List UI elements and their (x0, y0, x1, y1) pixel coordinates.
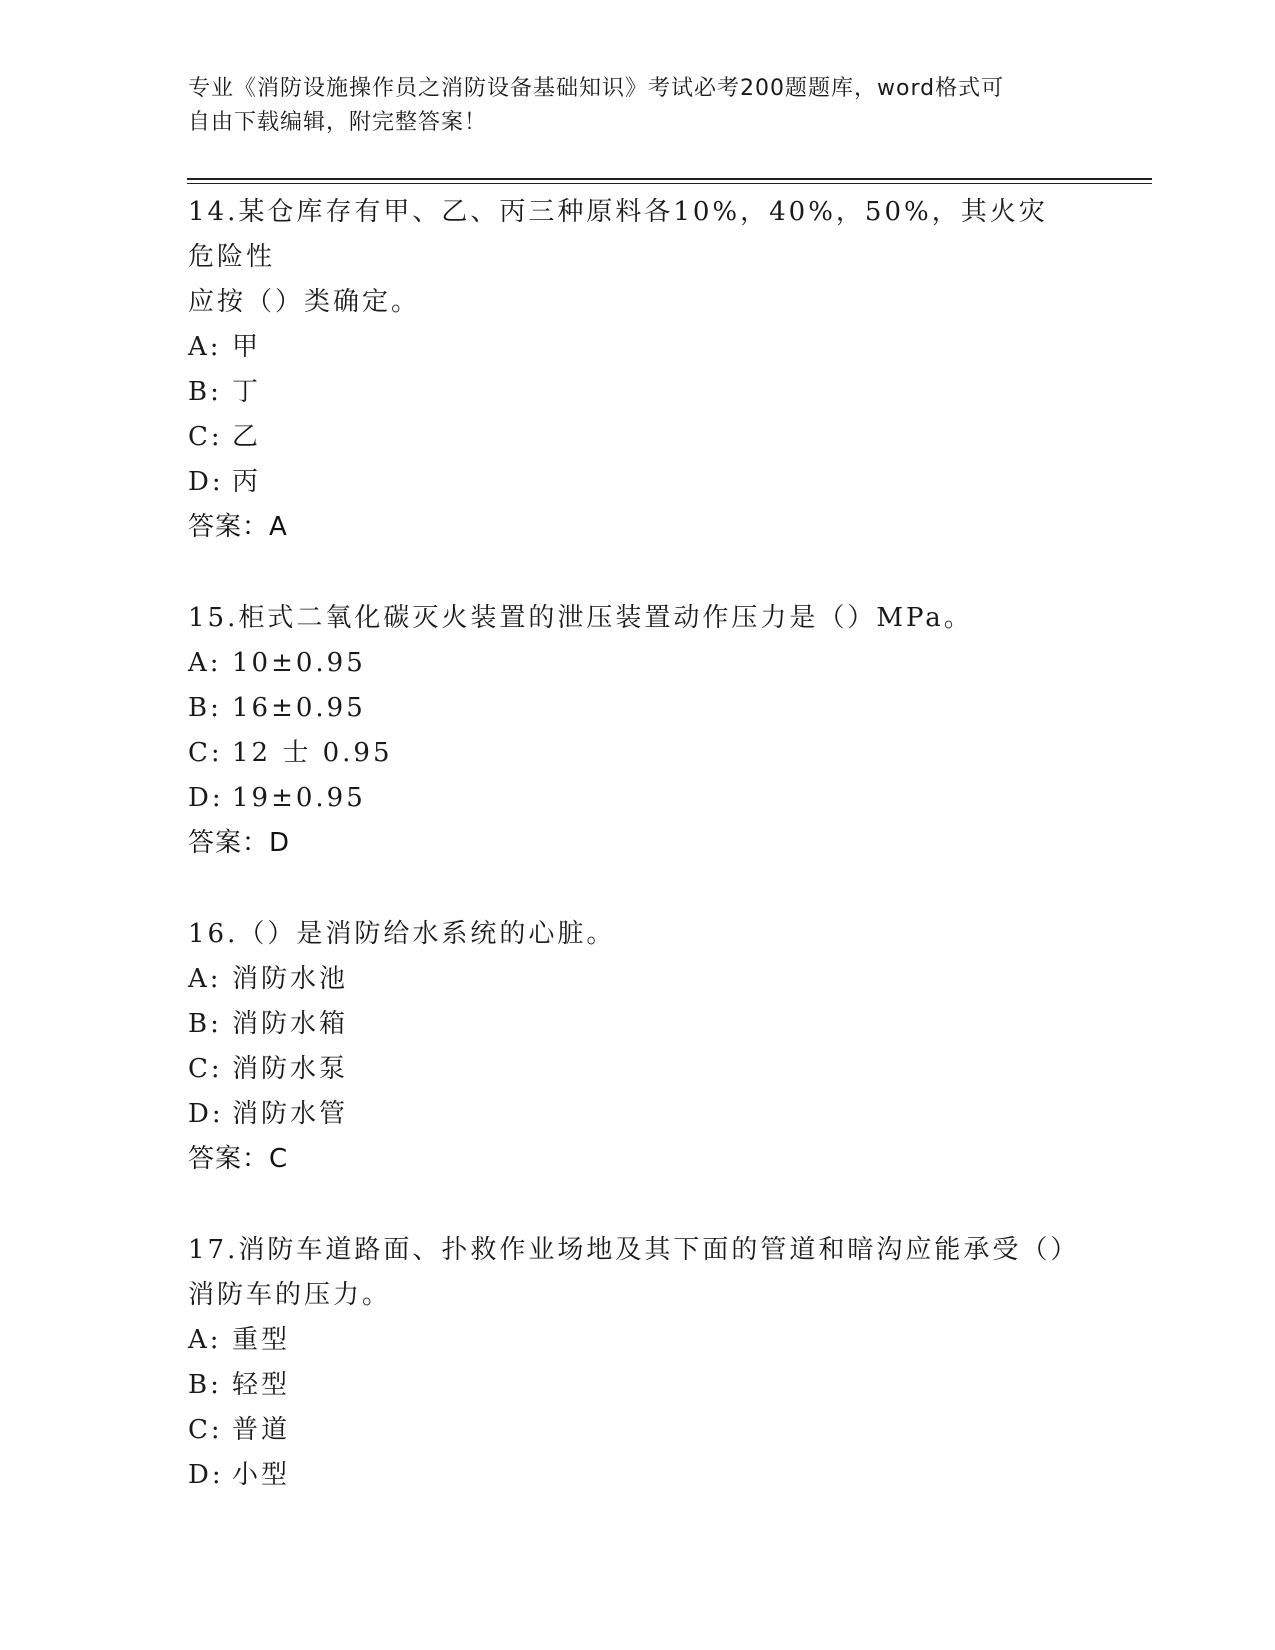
option-b (188, 1363, 1068, 1408)
option-c (188, 731, 1068, 776)
option-d (188, 1092, 1068, 1137)
option-text: 消防水泵 (232, 1054, 349, 1084)
option-text: 乙 (232, 422, 262, 452)
header-divider-thick (187, 178, 1152, 180)
option-a (188, 957, 1068, 1002)
option-text: 重型 (232, 1325, 291, 1355)
option-key: A: (188, 648, 222, 678)
option-text: 普道 (232, 1415, 291, 1445)
option-key: C: (188, 1054, 223, 1084)
option-text: 丁 (232, 377, 262, 407)
document-header (188, 72, 1068, 140)
option-b (188, 370, 1068, 415)
option-key: B: (188, 377, 222, 407)
question-16 (188, 912, 1068, 1182)
option-text: 消防水管 (232, 1099, 349, 1129)
question-stem-line-1: 14.某仓库存有甲、乙、丙三种原料各10%，40%，50%，其火灾危险性 (188, 197, 1048, 272)
question-stem-line-1: 16.（）是消防给水系统的心脏。 (188, 919, 616, 949)
option-b (188, 686, 1068, 731)
option-key: C: (188, 1415, 223, 1445)
header-line-1: 专业《消防设施操作员之消防设备基础知识》考试必考200题题库，word格式可 (188, 76, 1005, 101)
option-c (188, 415, 1068, 460)
question-14 (188, 190, 1068, 550)
answer-label: 答案：D (188, 828, 291, 858)
option-text: 消防水池 (232, 964, 349, 994)
option-text: 小型 (232, 1460, 291, 1490)
option-key: D: (188, 1460, 224, 1490)
option-key: A: (188, 964, 222, 994)
option-d (188, 776, 1068, 821)
option-text: 轻型 (232, 1370, 291, 1400)
option-text: 甲 (232, 332, 262, 362)
option-d (188, 1453, 1068, 1498)
option-key: D: (188, 783, 224, 813)
option-text: 16±0.95 (232, 693, 366, 723)
option-key: C: (188, 738, 223, 768)
option-a (188, 325, 1068, 370)
option-text: 12 士 0.95 (232, 738, 393, 768)
option-text: 19±0.95 (232, 783, 366, 813)
question-list (188, 190, 1080, 1544)
option-key: A: (188, 1325, 222, 1355)
question-15 (188, 596, 1068, 866)
question-stem-line-1: 17.消防车道路面、扑救作业场地及其下面的管道和暗沟应能承受（） (188, 1235, 1080, 1265)
option-key: D: (188, 467, 224, 497)
option-key: B: (188, 1009, 222, 1039)
option-text: 消防水箱 (232, 1009, 349, 1039)
option-b (188, 1002, 1068, 1047)
header-divider-thin (187, 183, 1152, 184)
option-key: A: (188, 332, 222, 362)
option-a (188, 1318, 1068, 1363)
option-c (188, 1047, 1068, 1092)
option-a (188, 641, 1068, 686)
question-stem-line-2: 应按（）类确定。 (188, 287, 421, 317)
option-c (188, 1408, 1068, 1453)
answer-label: 答案：A (188, 512, 288, 542)
question-17 (188, 1228, 1080, 1498)
option-key: B: (188, 1370, 222, 1400)
question-stem-line-2: 消防车的压力。 (188, 1280, 392, 1310)
option-key: D: (188, 1099, 224, 1129)
option-key: C: (188, 422, 223, 452)
question-stem-line-1: 15.柜式二氧化碳灭火装置的泄压装置动作压力是（）MPa。 (188, 603, 973, 633)
option-key: B: (188, 693, 222, 723)
option-d (188, 460, 1068, 505)
answer-label: 答案：C (188, 1144, 289, 1174)
header-line-2: 自由下载编辑，附完整答案！ (188, 110, 488, 135)
option-text: 丙 (232, 467, 262, 497)
option-text: 10±0.95 (232, 648, 366, 678)
